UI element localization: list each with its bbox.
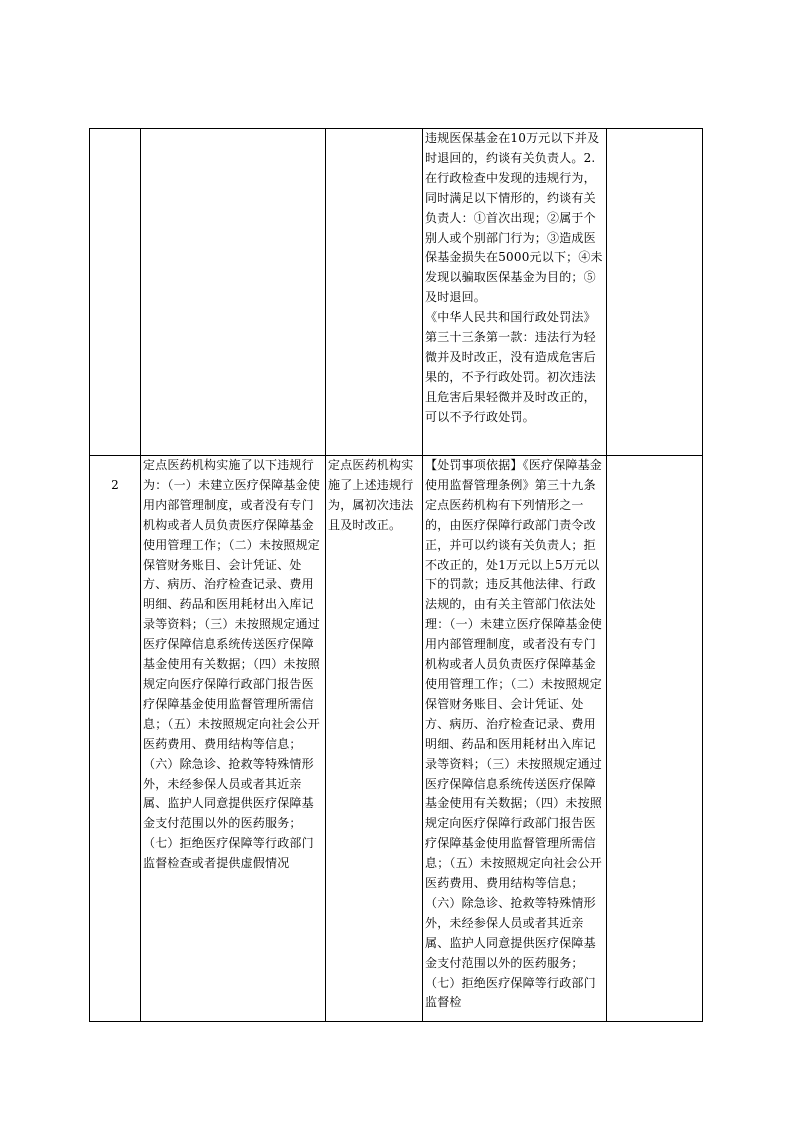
legal-basis-cell: 【处罚事项依据】《医疗保障基金使用监督管理条例》第三十九条 定点医药机构有下列情形之一的，由医疗保障行政部门责令改正，并可以约谈有关负责人；拒不改正的，处1万元以上5万元以下的罚款；违反其他法律、行政法规的，由有关主管部门依法处理：（一）未建立医疗保障基金使用内部管理制度，或者没有专门机构或者人员负责医疗保障基金使用管理工作；（二）未按照规定保管财务账目、会计凭证、处方、病历、治疗检查记录、费用明细、药品和医用耗材出入库记录等资料；（三）未按照规定通过医疗保障信息系统传送医疗保障基金使用有关数据；（四）未按照规定向医疗保障行政部门报告医疗保障基金使用监督管理所需信息；（五）未按照规定向社会公开医药费用、费用结构等信息；（六）除急诊、抢救等特殊情形外，未经参保人员或者其近亲属、监护人同意提供医疗保障基金支付范围以外的医药服务；（七）拒绝医疗保障等行政部门监督检: [423, 456, 607, 1022]
table-row: [90, 456, 703, 1022]
remark-cell: [607, 129, 703, 456]
row-number-cell: [90, 129, 141, 456]
table-row: [90, 129, 703, 456]
regulation-table: [89, 128, 703, 1022]
remark-cell: [607, 456, 703, 1022]
circumstance-cell: [326, 129, 423, 456]
violation-behavior-cell: [141, 129, 326, 456]
violation-behavior-cell: 定点医药机构实施了以下违规行为：（一）未建立医疗保障基金使用内部管理制度，或者没有专门机构或者人员负责医疗保障基金使用管理工作；（二）未按照规定保管财务账目、会计凭证、处方、病历、治疗检查记录、费用明细、药品和医用耗材出入库记录等资料；（三）未按照规定通过医疗保障信息系统传送医疗保障基金使用有关数据；（四）未按照规定向医疗保障行政部门报告医疗保障基金使用监督管理所需信息；（五）未按照规定向社会公开医药费用、费用结构等信息；（六）除急诊、抢救等特殊情形外，未经参保人员或者其近亲属、监护人同意提供医疗保障基金支付范围以外的医药服务；（七）拒绝医疗保障等行政部门监督检查或者提供虚假情况: [141, 456, 326, 1022]
legal-basis-cell: 违规医保基金在10万元以下并及时退回的，约谈有关负责人。2.在行政检查中发现的违规行为，同时满足以下情形的，约谈有关负责人：①首次出现；②属于个别人或个别部门行为；③造成医保基金损失在5000元以下；④未发现以骗取医保基金为目的；⑤及时退回。 《中华人民共和国行政处罚法》第三十三条第一款：违法行为轻微并及时改正，没有造成危害后果的，不予行政处罚。初次违法且危害后果轻微并及时改正的，可以不予行政处罚。: [423, 129, 607, 456]
row-number-cell: 2: [90, 456, 141, 1022]
circumstance-cell: 定点医药机构实施了上述违规行为，属初次违法且及时改正。: [326, 456, 423, 1022]
